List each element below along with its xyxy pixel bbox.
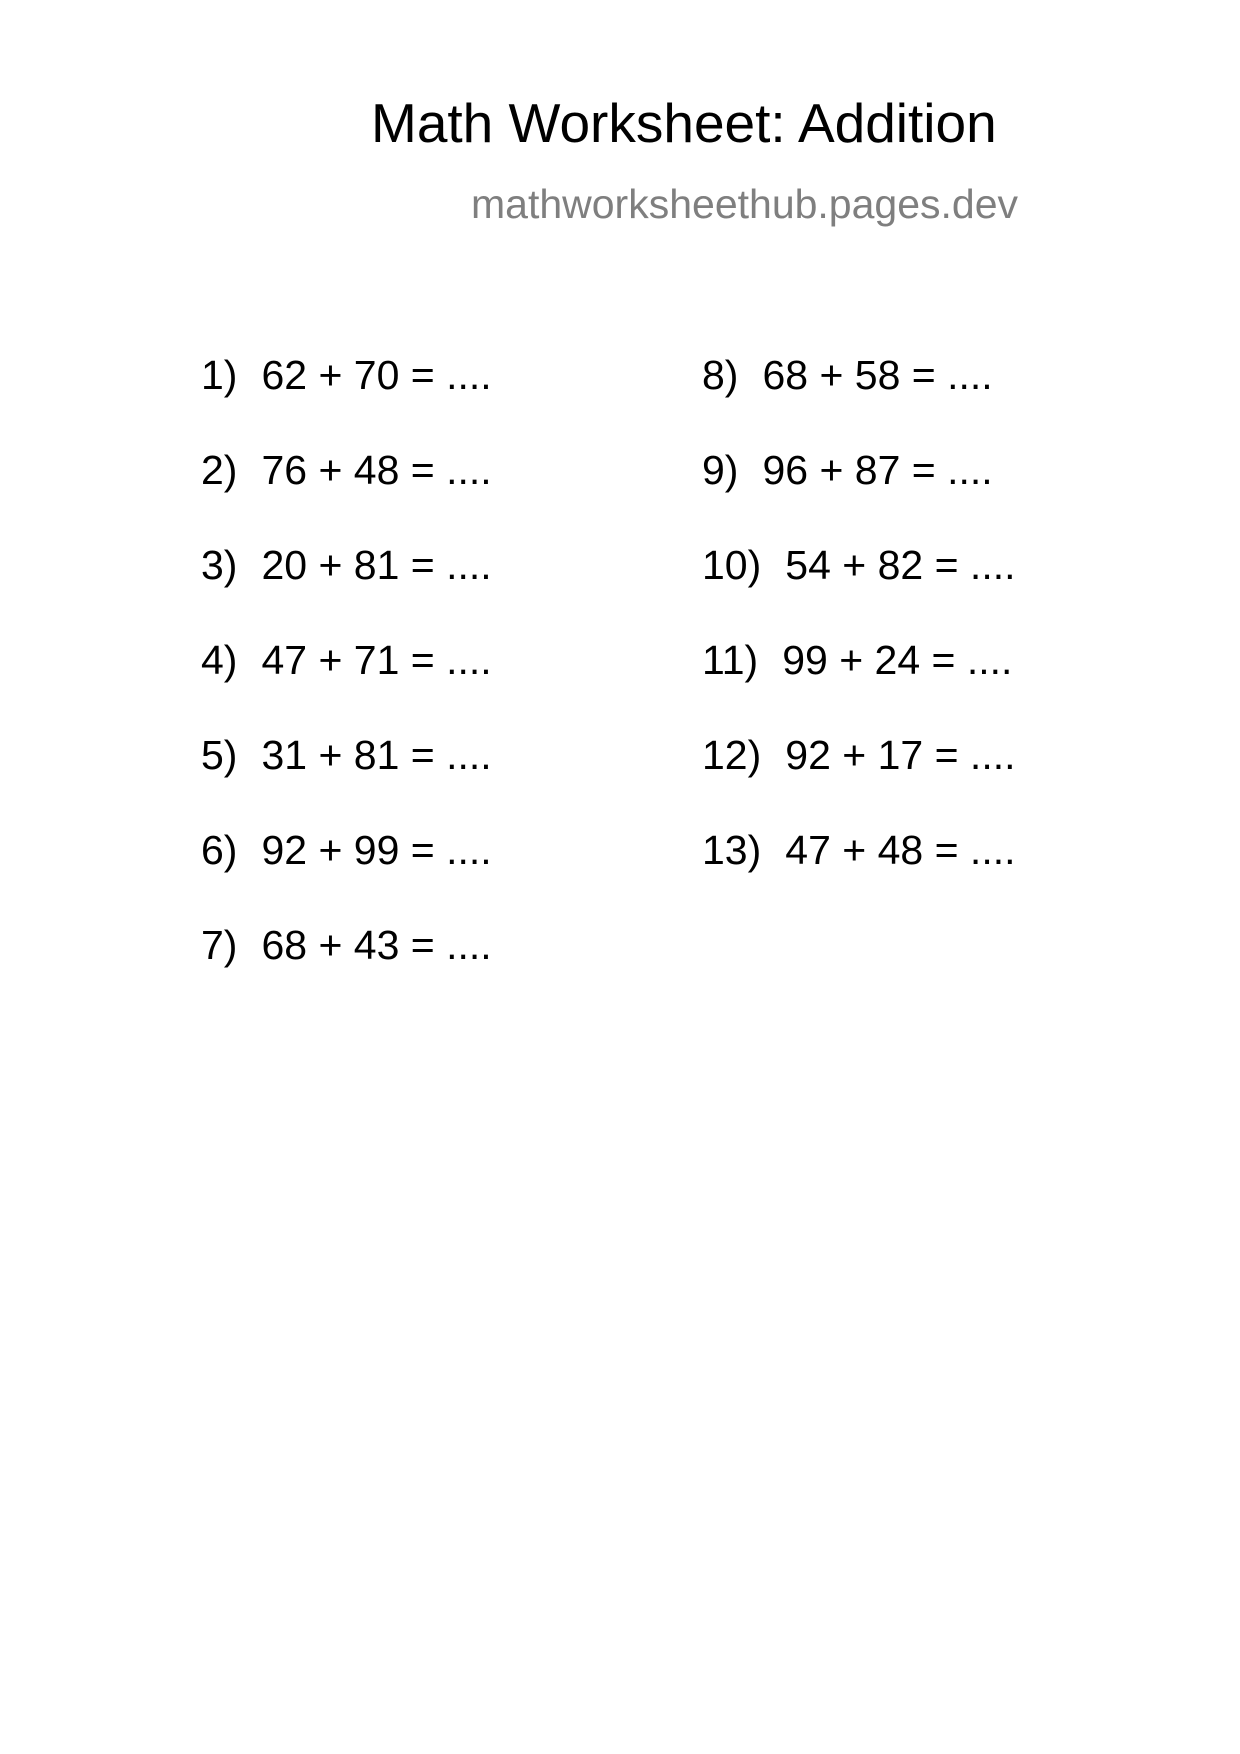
problem-item	[702, 637, 1122, 735]
problem-expression: 20 + 81 = ....	[261, 542, 492, 588]
problem-expression: 68 + 43 = ....	[261, 922, 492, 968]
problem-item	[201, 542, 621, 640]
problem-item	[201, 732, 621, 830]
problem-expression: 47 + 48 = ....	[785, 827, 1016, 873]
problem-expression: 54 + 82 = ....	[785, 542, 1016, 588]
problem-item	[201, 922, 621, 1020]
site-url: mathworksheethub.pages.dev	[471, 181, 1019, 227]
problem-expression: 31 + 81 = ....	[261, 732, 492, 778]
problem-column-left	[201, 352, 621, 1020]
problem-number: 11)	[702, 637, 759, 683]
problem-number: 7)	[201, 922, 238, 968]
problem-expression: 68 + 58 = ....	[762, 352, 993, 398]
problem-number: 5)	[201, 732, 238, 778]
problem-expression: 92 + 17 = ....	[785, 732, 1016, 778]
problem-number: 12)	[702, 732, 762, 778]
problem-number: 10)	[702, 542, 762, 588]
problem-item	[702, 352, 1122, 450]
problem-item	[201, 637, 621, 735]
page-title: Math Worksheet: Addition	[371, 92, 997, 154]
problem-item	[201, 827, 621, 925]
problem-item	[702, 732, 1122, 830]
problem-item	[702, 542, 1122, 640]
problem-expression: 96 + 87 = ....	[762, 447, 993, 493]
problem-number: 6)	[201, 827, 238, 873]
problem-column-right	[702, 352, 1122, 925]
problem-number: 13)	[702, 827, 762, 873]
problem-number: 2)	[201, 447, 238, 493]
problem-number: 8)	[702, 352, 739, 398]
problem-expression: 99 + 24 = ....	[782, 637, 1013, 683]
problem-number: 3)	[201, 542, 238, 588]
problem-item	[702, 827, 1122, 925]
problem-expression: 92 + 99 = ....	[261, 827, 492, 873]
problem-expression: 47 + 71 = ....	[261, 637, 492, 683]
problem-number: 1)	[201, 352, 238, 398]
problem-expression: 76 + 48 = ....	[261, 447, 492, 493]
problem-number: 4)	[201, 637, 238, 683]
problem-expression: 62 + 70 = ....	[261, 352, 492, 398]
problem-item	[201, 352, 621, 450]
problem-item	[201, 447, 621, 545]
worksheet-header	[0, 0, 1240, 260]
problem-number: 9)	[702, 447, 739, 493]
problem-item	[702, 447, 1122, 545]
